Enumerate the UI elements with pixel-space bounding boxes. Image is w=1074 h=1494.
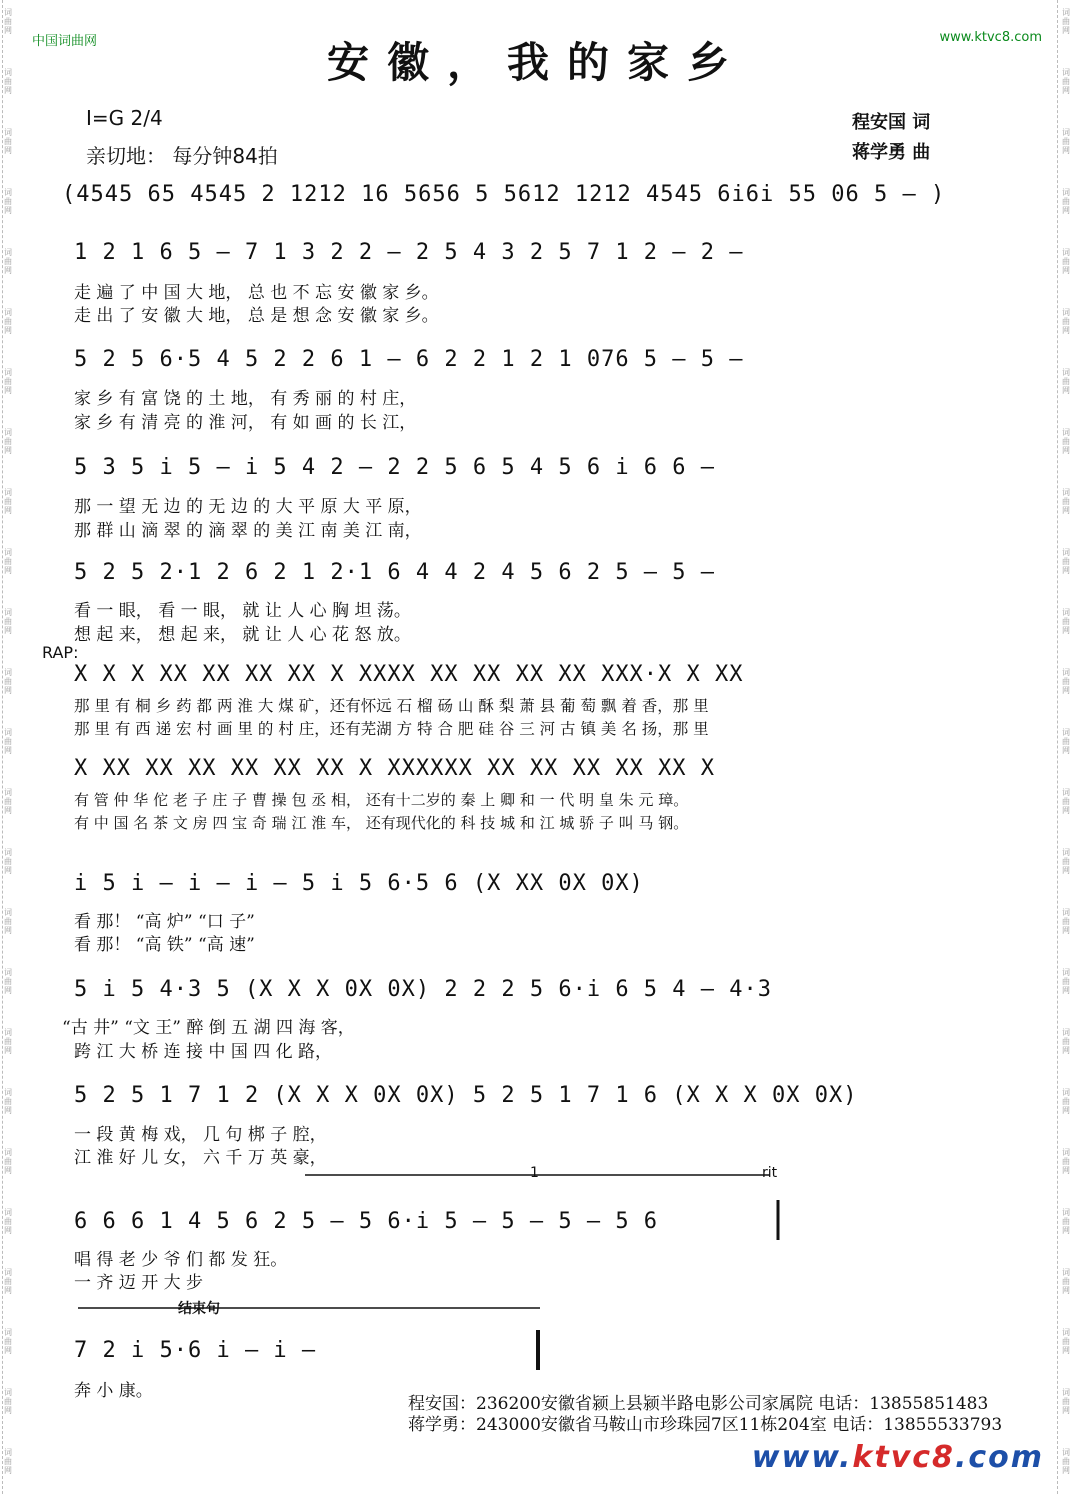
watermark-text: 词 曲 网 (4, 128, 12, 155)
system-11-notes: 7 2 i 5·6 i — i — (74, 1338, 317, 1363)
system-11-lyric-1: 奔 小 康。 (74, 1381, 153, 1401)
system-2-lyric-2: 家 乡 有 清 亮 的 淮 河， 有 如 画 的 长 江， (74, 413, 417, 433)
system-5-lyric-2: 那 里 有 西 递 宏 村 画 里 的 村 庄，还有芜湖 方 特 合 肥 硅 谷 三 河 古 镇 美 名 扬，那 里 (74, 720, 709, 738)
system-7-lyric-1: 看 那！ “高 炉” “口 子” (74, 912, 255, 932)
watermark-text: 词 曲 网 (4, 1268, 12, 1295)
site-name-left[interactable]: 中国词曲网 (32, 34, 98, 49)
watermark-text: 词 曲 网 (1062, 1148, 1070, 1175)
watermark-text: 词 曲 网 (4, 788, 12, 815)
system-9-lyric-2: 江 淮 好 儿 女， 六 千 万 英 豪， (74, 1148, 327, 1168)
address-composer: 蒋学勇：243000安徽省马鞍山市珍珠园7区11栋204室 电话：13855533793 (408, 1415, 1003, 1435)
system-8-notes: 5 i 5 4·3 5 (X X X 0X 0X) 2 2 2 5 6·i 6 5 4 — 4·3 (74, 977, 773, 1002)
watermark-text: 词 曲 网 (1062, 608, 1070, 635)
watermark-text: 词 曲 网 (1062, 728, 1070, 755)
watermark-text: 词 曲 网 (4, 428, 12, 455)
system-1-lyric-1: 走 遍 了 中 国 大 地， 总 也 不 忘 安 徽 家 乡。 (74, 283, 439, 303)
watermark-text: 词 曲 网 (4, 608, 12, 635)
watermark-text: 词 曲 网 (4, 728, 12, 755)
logo-suffix: .com (954, 1440, 1044, 1475)
logo-accent: ktvc8 (852, 1440, 955, 1475)
site-url-right[interactable]: www.ktvc8.com (939, 30, 1042, 45)
system-2-lyric-1: 家 乡 有 富 饶 的 土 地， 有 秀 丽 的 村 庄， (74, 389, 417, 409)
watermark-text: 词 曲 网 (1062, 488, 1070, 515)
watermark-text: 词 曲 网 (1062, 368, 1070, 395)
watermark-text: 词 曲 网 (1062, 308, 1070, 335)
composer-credit: 蒋学勇 曲 (852, 142, 931, 163)
system-3-notes: 5 3 5 i 5 — i 5 4 2 — 2 2 5 6 5 4 5 6 i 6 6 — (74, 455, 716, 480)
rit-marking: rit (762, 1165, 778, 1181)
watermark-text: 词 曲 网 (4, 1088, 12, 1115)
volta-1-label: 1 (530, 1165, 539, 1181)
watermark-text: 词 曲 网 (4, 668, 12, 695)
watermark-text: 词 曲 网 (4, 548, 12, 575)
rap-label: RAP: (42, 643, 79, 662)
system-6-notes: X XX XX XX XX XX XX X XXXXXX XX XX XX XX XX X (74, 756, 716, 781)
watermark-text: 词 曲 网 (4, 248, 12, 275)
watermark-text: 词 曲 网 (1062, 128, 1070, 155)
watermark-text: 词 曲 网 (1062, 848, 1070, 875)
watermark-text: 词 曲 网 (1062, 68, 1070, 95)
ending-label: 结束句 (178, 1301, 220, 1317)
watermark-text: 词 曲 网 (4, 968, 12, 995)
system-3-lyric-2: 那 群 山 滴 翠 的 滴 翠 的 美 江 南 美 江 南， (74, 521, 422, 541)
system-4-notes: 5 2 5 2·1 2 6 2 1 2·1 6 4 4 2 4 5 6 2 5 — 5 — (74, 560, 716, 585)
key-signature: I=G 2/4 (86, 106, 163, 130)
system-1-notes: 1 2 1 6 5 — 7 1 3 2 2 — 2 5 4 3 2 5 7 1 2 — 2 — (74, 240, 744, 265)
watermark-text: 词 曲 网 (1062, 1268, 1070, 1295)
address-lyricist: 程安国：236200安徽省颍上县颍半路电影公司家属院 电话：13855851483 (408, 1394, 989, 1414)
song-title: 安徽，我的家乡 (326, 38, 747, 87)
watermark-text: 词 曲 网 (1062, 1028, 1070, 1055)
watermark-text: 词 曲 网 (1062, 1088, 1070, 1115)
watermark-text: 词 曲 网 (4, 1448, 12, 1475)
watermark-text: 词 曲 网 (1062, 548, 1070, 575)
system-10-lyric-1: 唱 得 老 少 爷 们 都 发 狂。 (74, 1250, 288, 1270)
watermark-text: 词 曲 网 (1062, 1328, 1070, 1355)
system-10-notes: 6 6 6 1 4 5 6 2 5 — 5 6·i 5 — 5 — 5 — 5 6 (74, 1209, 659, 1234)
watermark-text: 词 曲 网 (1062, 1448, 1070, 1475)
watermark-text: 词 曲 网 (1062, 908, 1070, 935)
watermark-text: 词 曲 网 (4, 68, 12, 95)
watermark-text: 词 曲 网 (4, 1208, 12, 1235)
system-4-lyric-1: 看 一 眼， 看 一 眼， 就 让 人 心 胸 坦 荡。 (74, 601, 411, 621)
watermark-text: 词 曲 网 (4, 908, 12, 935)
system-9-lyric-1: 一 段 黄 梅 戏， 几 句 梆 子 腔， (74, 1125, 327, 1145)
watermark-text: 词 曲 网 (1062, 428, 1070, 455)
system-5-notes: X X X XX XX XX XX X XXXX XX XX XX XX XXX·X X XX (74, 662, 744, 687)
system-7-notes: i 5 i — i — i — 5 i 5 6·5 6 (X XX 0X 0X) (74, 871, 644, 896)
system-4-lyric-2: 想 起 来， 想 起 来， 就 让 人 心 花 怒 放。 (74, 625, 411, 645)
watermark-text: 词 曲 网 (4, 308, 12, 335)
watermark-text: 词 曲 网 (1062, 668, 1070, 695)
system-5-lyric-1: 那 里 有 桐 乡 药 都 两 淮 大 煤 矿，还有怀远 石 榴 砀 山 酥 梨 萧 县 葡 萄 飘 着 香，那 里 (74, 697, 709, 715)
watermark-text: 词 曲 网 (4, 1028, 12, 1055)
system-6-lyric-1: 有 管 仲 华 佗 老 子 庄 子 曹 操 包 丞 相， 还有十二岁的 秦 上 卿 和 一 代 明 皇 朱 元 璋。 (74, 791, 689, 809)
system-0-notes: (4545 65 4545 2 1212 16 5656 5 5612 1212 4545 6i6i 55 06 5 — ) (62, 182, 946, 207)
watermark-text: 词 曲 网 (4, 8, 12, 35)
watermark-text: 词 曲 网 (1062, 248, 1070, 275)
system-7-lyric-2: 看 那！ “高 铁” “高 速” (74, 935, 255, 955)
site-logo[interactable] (752, 1440, 1044, 1475)
watermark-text: 词 曲 网 (4, 488, 12, 515)
watermark-text: 词 曲 网 (1062, 1208, 1070, 1235)
system-10-lyric-2: 一 齐 迈 开 大 步 (74, 1273, 204, 1293)
system-6-lyric-2: 有 中 国 名 茶 文 房 四 宝 奇 瑞 江 淮 车， 还有现代化的 科 技 城 和 江 城 骄 子 叫 马 钢。 (74, 814, 689, 832)
system-8-lyric-1: “古 井” “文 王” 醉 倒 五 湖 四 海 客， (62, 1018, 355, 1038)
tempo-marking: 亲切地： 每分钟84拍 (86, 144, 278, 168)
watermark-text: 词 曲 网 (4, 848, 12, 875)
logo-prefix: www. (751, 1440, 853, 1475)
system-1-lyric-2: 走 出 了 安 徽 大 地， 总 是 想 念 安 徽 家 乡。 (74, 306, 439, 326)
system-9-notes: 5 2 5 1 7 1 2 (X X X 0X 0X) 5 2 5 1 7 1 6 (X X X 0X 0X) (74, 1083, 858, 1108)
system-3-lyric-1: 那 一 望 无 边 的 无 边 的 大 平 原 大 平 原， (74, 497, 422, 517)
watermark-text: 词 曲 网 (4, 368, 12, 395)
watermark-text: 词 曲 网 (1062, 1388, 1070, 1415)
watermark-text: 词 曲 网 (1062, 968, 1070, 995)
watermark-text: 词 曲 网 (4, 1328, 12, 1355)
watermark-text: 词 曲 网 (4, 1388, 12, 1415)
watermark-text: 词 曲 网 (1062, 788, 1070, 815)
watermark-text: 词 曲 网 (4, 1148, 12, 1175)
watermark-text: 词 曲 网 (1062, 8, 1070, 35)
system-8-lyric-2: 跨 江 大 桥 连 接 中 国 四 化 路， (74, 1042, 333, 1062)
lyricist-credit: 程安国 词 (852, 112, 931, 133)
system-2-notes: 5 2 5 6·5 4 5 2 2 6 1 — 6 2 2 1 2 1 076 5 — 5 — (74, 347, 744, 372)
watermark-text: 词 曲 网 (1062, 188, 1070, 215)
watermark-text: 词 曲 网 (4, 188, 12, 215)
